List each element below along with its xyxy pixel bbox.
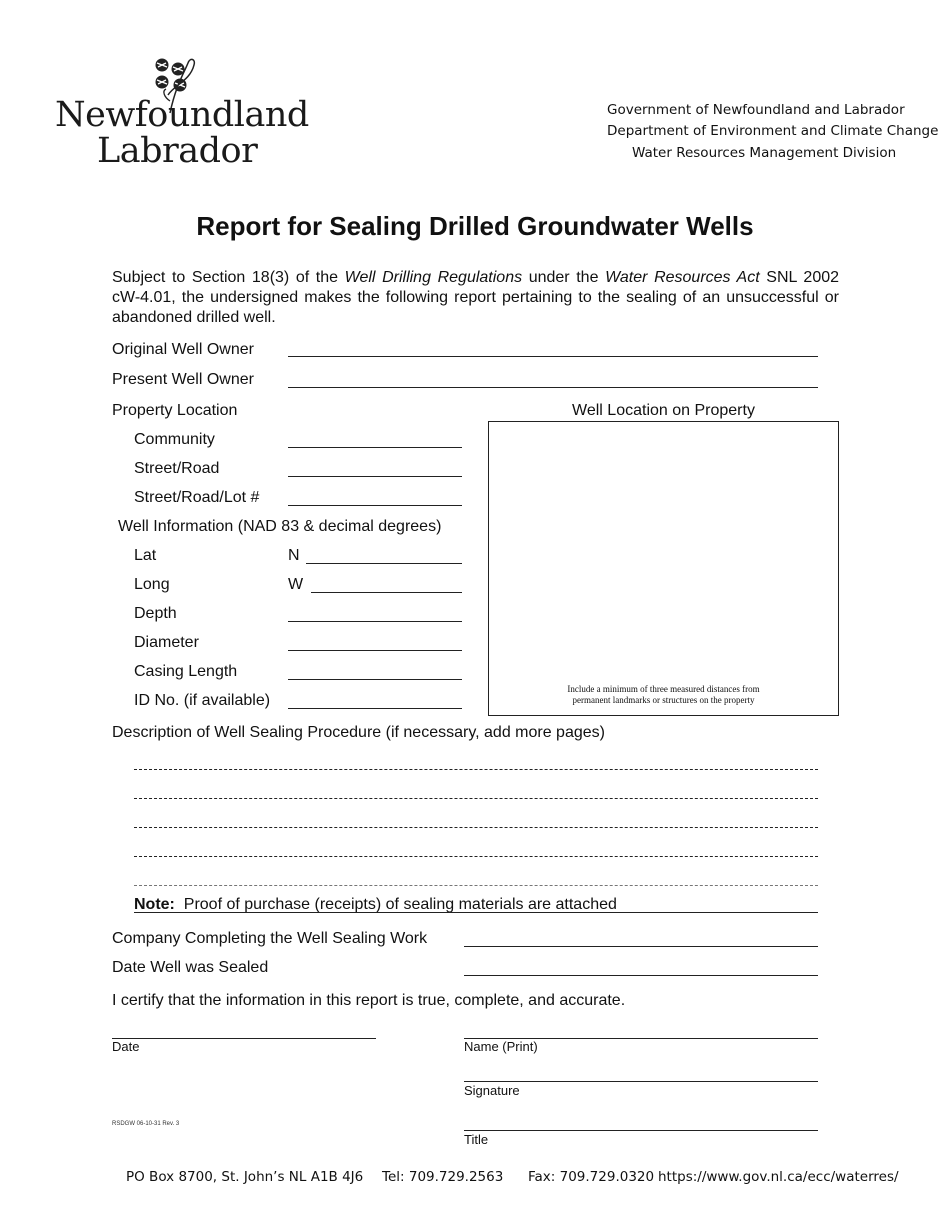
company-label: Company Completing the Well Sealing Work — [112, 930, 428, 947]
intro-act-name: Water Resources Act — [605, 269, 760, 286]
footer-address: PO Box 8700, St. John’s NL A1B 4J6 — [126, 1169, 364, 1185]
division-name: Water Resources Management Division — [632, 145, 897, 161]
original-owner-field[interactable] — [288, 356, 818, 357]
intro-regulation-name: Well Drilling Regulations — [344, 269, 523, 286]
description-line-2[interactable] — [134, 798, 818, 799]
footer-telephone: Tel: 709.729.2563 — [382, 1169, 504, 1185]
page-title: Report for Sealing Drilled Groundwater Wells — [196, 211, 754, 241]
intro-text-3: SNL 2002 cW-4.01, the undersigned makes the following report pertaining to the sealing of an unsuccessful or abandoned drilled well. — [112, 269, 840, 326]
street-label: Street/Road — [134, 460, 220, 477]
signature-label: Signature — [464, 1083, 520, 1098]
name-print-label: Name (Print) — [464, 1039, 538, 1054]
company-field[interactable] — [464, 946, 818, 947]
title-field[interactable] — [464, 1130, 818, 1131]
map-box-note — [488, 684, 839, 706]
id-number-field[interactable] — [288, 708, 462, 709]
map-note-line2: permanent landmarks or structures on the property — [572, 695, 755, 705]
map-note-line1: Include a minimum of three measured distances from — [567, 684, 760, 694]
description-line-3[interactable] — [134, 827, 818, 828]
long-field[interactable] — [311, 592, 462, 593]
department-name: Department of Environment and Climate Change — [607, 123, 939, 139]
original-owner-label: Original Well Owner — [112, 341, 254, 358]
community-label: Community — [134, 431, 215, 448]
long-label: Long — [134, 576, 170, 593]
lat-field[interactable] — [306, 563, 462, 564]
date-sealed-label: Date Well was Sealed — [112, 959, 269, 976]
depth-label: Depth — [134, 605, 177, 622]
lat-prefix: N — [288, 547, 300, 564]
government-name: Government of Newfoundland and Labrador — [607, 102, 905, 118]
description-line-4[interactable] — [134, 856, 818, 857]
footer-website-link[interactable]: https://www.gov.nl.ca/ecc/waterres/ — [658, 1169, 899, 1185]
note-bold-label: Note: — [134, 896, 175, 913]
street-field[interactable] — [288, 476, 462, 477]
casing-length-field[interactable] — [288, 679, 462, 680]
community-field[interactable] — [288, 447, 462, 448]
certification-statement: I certify that the information in this report is true, complete, and accurate. — [112, 992, 626, 1009]
depth-field[interactable] — [288, 621, 462, 622]
long-prefix: W — [288, 576, 304, 593]
description-line-1[interactable] — [134, 769, 818, 770]
well-information-label: Well Information (NAD 83 & decimal degrees) — [118, 518, 442, 535]
note-text: Proof of purchase (receipts) of sealing materials are attached — [183, 896, 617, 913]
form-code: RSDGW 06-10-31 Rev. 3 — [112, 1121, 180, 1127]
well-location-drawing-box[interactable] — [488, 421, 839, 716]
footer-fax: Fax: 709.729.0320 — [528, 1169, 655, 1185]
note-underline — [134, 912, 818, 913]
map-box-title: Well Location on Property — [572, 402, 755, 419]
date-field-label: Date — [112, 1039, 140, 1054]
description-line-5[interactable] — [134, 885, 818, 886]
lat-label: Lat — [134, 547, 157, 564]
intro-text-2: under the — [522, 269, 606, 286]
diameter-field[interactable] — [288, 650, 462, 651]
casing-length-label: Casing Length — [134, 663, 238, 680]
description-label: Description of Well Sealing Procedure (if necessary, add more pages) — [112, 724, 605, 741]
logo-wordmark-line2: Labrador — [97, 131, 258, 171]
lot-label: Street/Road/Lot # — [134, 489, 260, 506]
intro-text-1: Subject to Section 18(3) of the — [112, 269, 345, 286]
title-label: Title — [464, 1132, 489, 1147]
date-signature-field[interactable] — [112, 1038, 376, 1039]
date-sealed-field[interactable] — [464, 975, 818, 976]
present-owner-label: Present Well Owner — [112, 371, 254, 388]
present-owner-field[interactable] — [288, 387, 818, 388]
lot-field[interactable] — [288, 505, 462, 506]
signature-field[interactable] — [464, 1081, 818, 1082]
property-location-label: Property Location — [112, 402, 238, 419]
diameter-label: Diameter — [134, 634, 199, 651]
id-number-label: ID No. (if available) — [134, 692, 271, 709]
intro-paragraph — [112, 268, 839, 328]
logo-wordmark-line1: Newfoundland — [55, 95, 309, 135]
